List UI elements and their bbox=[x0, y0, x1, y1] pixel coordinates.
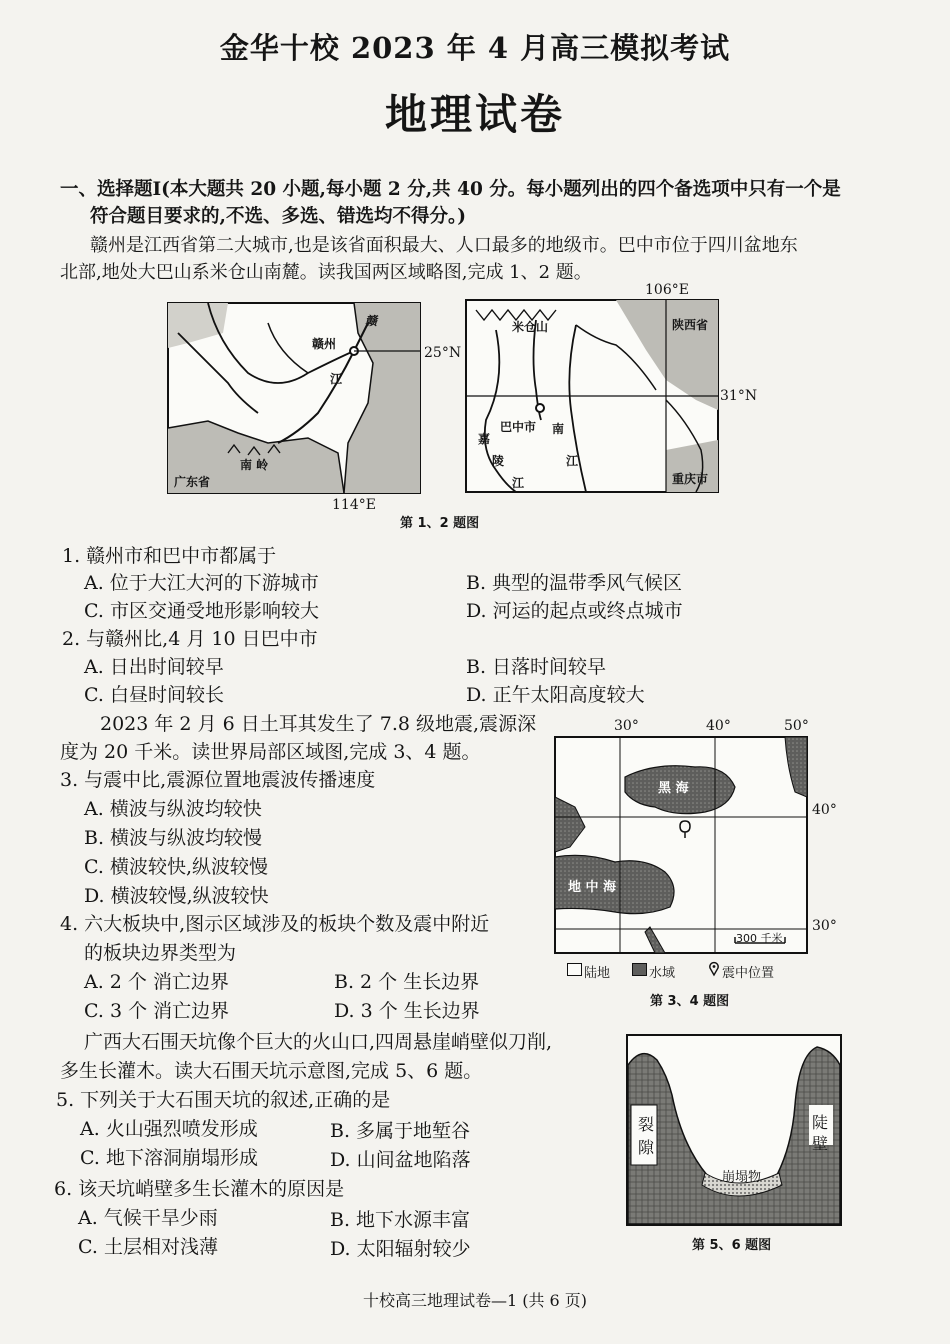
q3-option-c[interactable]: C. 横波较快,纵波较慢 bbox=[84, 856, 268, 878]
label-med-sea: 地 中 海 bbox=[568, 880, 617, 895]
fig56-caption: 第 5、6 题图 bbox=[692, 1238, 772, 1253]
q5-option-a[interactable]: A. 火山强烈喷发形成 bbox=[80, 1118, 258, 1140]
q2-option-a[interactable]: A. 日出时间较早 bbox=[84, 656, 224, 678]
q6-option-d[interactable]: D. 太阳辐射较少 bbox=[330, 1238, 471, 1260]
legend-water-swatch bbox=[632, 963, 647, 976]
q4-stem-line2: 的板块边界类型为 bbox=[84, 942, 237, 964]
label-nan: 南 bbox=[552, 422, 565, 436]
q1-option-c[interactable]: C. 市区交通受地形影响较大 bbox=[84, 600, 319, 622]
label-fissure-2: 隙 bbox=[638, 1138, 655, 1157]
lat-40: 40° bbox=[812, 802, 837, 818]
intro-q56-line2: 多生长灌木。读大石围天坑示意图,完成 5、6 题。 bbox=[60, 1060, 483, 1082]
q6-option-c[interactable]: C. 土层相对浅薄 bbox=[78, 1236, 218, 1258]
q5-stem: 5. 下列关于大石围天坑的叙述,正确的是 bbox=[56, 1089, 391, 1111]
label-jiang-b: 江 bbox=[566, 454, 579, 468]
q3-option-a[interactable]: A. 横波与纵波均较快 bbox=[84, 798, 262, 820]
label-bazhong: 巴中市 bbox=[500, 420, 537, 434]
fig12-caption: 第 1、2 题图 bbox=[400, 516, 480, 531]
q4-option-c[interactable]: C. 3 个 消亡边界 bbox=[84, 1000, 230, 1022]
label-black-sea: 黑 海 bbox=[658, 781, 689, 796]
intro-q56-line1: 广西大石围天坑像个巨大的火山口,四周悬崖峭壁似刀削, bbox=[84, 1031, 553, 1053]
label-ling: 陵 bbox=[492, 454, 505, 468]
label-debris: 崩塌物 bbox=[722, 1170, 762, 1185]
label-fissure-1: 裂 bbox=[638, 1115, 655, 1134]
ganzhou-map bbox=[168, 303, 420, 493]
legend-land-swatch bbox=[567, 963, 582, 976]
section-heading-line1: 一、选择题Ⅰ(本大题共 20 小题,每小题 2 分,共 40 分。每小题列出的四个备选项中只有一个是 bbox=[60, 179, 841, 200]
q4-option-d[interactable]: D. 3 个 生长边界 bbox=[334, 1000, 480, 1022]
q1-option-d[interactable]: D. 河运的起点或终点城市 bbox=[466, 600, 683, 622]
q4-option-b[interactable]: B. 2 个 生长边界 bbox=[334, 971, 480, 993]
q3-stem: 3. 与震中比,震源位置地震波传播速度 bbox=[60, 769, 376, 791]
label-shaanxi: 陕西省 bbox=[672, 318, 709, 332]
intro-q34-line1: 2023 年 2 月 6 日土耳其发生了 7.8 级地震,震源深 bbox=[100, 713, 537, 735]
q1-option-b[interactable]: B. 典型的温带季风气候区 bbox=[466, 572, 683, 594]
page-footer: 十校高三地理试卷—1 (共 6 页) bbox=[362, 1291, 588, 1310]
lon-40: 40° bbox=[706, 718, 731, 734]
q6-option-b[interactable]: B. 地下水源丰富 bbox=[330, 1209, 471, 1231]
q6-option-a[interactable]: A. 气候干旱少雨 bbox=[78, 1207, 218, 1229]
intro-q12-line1: 赣州是江西省第二大城市,也是该省面积最大、人口最多的地级市。巴中市位于四川盆地东 bbox=[90, 235, 798, 256]
lat-25n: 25°N bbox=[424, 345, 462, 361]
q2-stem: 2. 与赣州比,4 月 10 日巴中市 bbox=[62, 628, 318, 650]
legend-epicenter: 震中位置 bbox=[722, 966, 775, 981]
label-gan: 赣 bbox=[365, 314, 378, 328]
fig34-caption: 第 3、4 题图 bbox=[650, 994, 730, 1009]
label-cliff-1: 陡 bbox=[812, 1113, 829, 1132]
section-heading-line2: 符合题目要求的,不选、多选、错选均不得分。) bbox=[90, 206, 466, 227]
label-ganzhou: 赣州 bbox=[312, 337, 337, 351]
turkey-region-map bbox=[555, 737, 807, 953]
lat-31n: 31°N bbox=[720, 388, 758, 404]
label-nanling: 南 岭 bbox=[240, 458, 269, 472]
lon-50: 50° bbox=[784, 718, 809, 734]
subject-title: 地理试卷 bbox=[384, 90, 565, 139]
lon-106e: 106°E bbox=[645, 282, 689, 298]
q3-option-b[interactable]: B. 横波与纵波均较慢 bbox=[84, 827, 263, 849]
lon-114e: 114°E bbox=[332, 497, 376, 513]
lat-30: 30° bbox=[812, 918, 837, 934]
label-cliff-2: 壁 bbox=[812, 1134, 829, 1153]
intro-q34-line2: 度为 20 千米。读世界局部区域图,完成 3、4 题。 bbox=[60, 741, 481, 763]
q1-stem: 1. 赣州市和巴中市都属于 bbox=[62, 545, 277, 567]
q5-option-d[interactable]: D. 山间盆地陷落 bbox=[330, 1149, 471, 1171]
q2-option-d[interactable]: D. 正午太阳高度较大 bbox=[466, 684, 645, 706]
q6-stem: 6. 该天坑峭壁多生长灌木的原因是 bbox=[54, 1178, 345, 1200]
legend-land: 陆地 bbox=[584, 966, 611, 981]
q5-option-c[interactable]: C. 地下溶洞崩塌形成 bbox=[80, 1147, 258, 1169]
sinkhole-diagram bbox=[627, 1035, 841, 1225]
q3-option-d[interactable]: D. 横波较慢,纵波较快 bbox=[84, 885, 269, 907]
label-guangdong: 广东省 bbox=[174, 475, 211, 489]
label-scale: 300 千米 bbox=[736, 932, 783, 945]
q4-stem-line1: 4. 六大板块中,图示区域涉及的板块个数及震中附近 bbox=[60, 913, 490, 935]
lon-30: 30° bbox=[614, 718, 639, 734]
label-chongqing: 重庆市 bbox=[672, 472, 709, 486]
intro-q12-line2: 北部,地处大巴山系米仓山南麓。读我国两区域略图,完成 1、2 题。 bbox=[60, 262, 592, 283]
q5-option-b[interactable]: B. 多属于地堑谷 bbox=[330, 1120, 471, 1142]
label-jiang-left: 江 bbox=[330, 372, 343, 386]
epicenter-legend-icon bbox=[708, 961, 720, 977]
q1-option-a[interactable]: A. 位于大江大河的下游城市 bbox=[84, 572, 319, 594]
q2-option-c[interactable]: C. 白昼时间较长 bbox=[84, 684, 224, 706]
q4-option-a[interactable]: A. 2 个 消亡边界 bbox=[84, 971, 229, 993]
label-micangshan: 米仓山 bbox=[512, 320, 549, 334]
label-jia: 嘉 bbox=[478, 432, 491, 446]
label-jiang-a: 江 bbox=[512, 476, 525, 490]
q2-option-b[interactable]: B. 日落时间较早 bbox=[466, 656, 607, 678]
legend-water: 水域 bbox=[649, 966, 676, 981]
exam-title: 金华十校 2023 年 4 月高三模拟考试 bbox=[219, 31, 731, 65]
